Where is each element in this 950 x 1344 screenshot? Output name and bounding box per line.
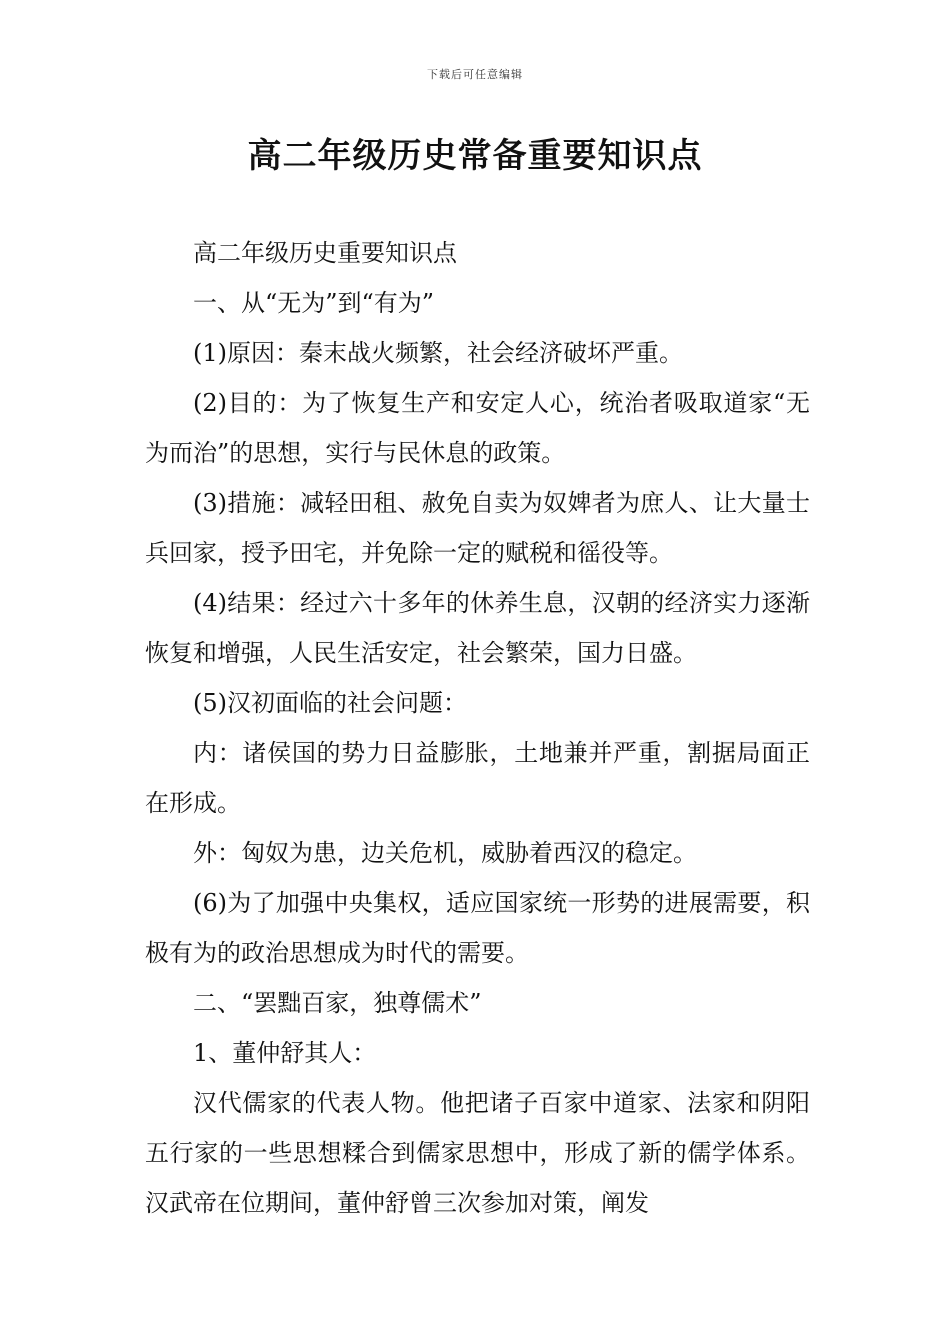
header-note: 下载后可任意编辑 xyxy=(427,68,523,81)
paragraph-subtitle: 高二年级历史重要知识点 xyxy=(193,239,457,267)
paragraph-result: (4)结果：经过六十多年的休养生息，汉朝的经济实力逐渐恢复和增强，人民生活安定，社会繁荣，国力日盛。 xyxy=(145,589,810,667)
paragraph-cause: (1)原因：秦末战火频繁，社会经济破坏严重。 xyxy=(193,339,683,367)
paragraph-dong-body: 汉代儒家的代表人物。他把诸子百家中道家、法家和阴阳五行家的一些思想糅合到儒家思想中，形成了新的儒学体系。汉武帝在位期间，董仲舒曾三次参加对策，阐发 xyxy=(145,1089,810,1217)
paragraph-purpose: (2)目的：为了恢复生产和安定人心，统治者吸取道家“无为而治”的思想，实行与民休息的政策。 xyxy=(145,389,810,467)
paragraph-centralization: (6)为了加强中央集权，适应国家统一形势的进展需要，积极有为的政治思想成为时代的需要。 xyxy=(145,889,810,967)
document-title: 高二年级历史常备重要知识点 xyxy=(247,136,703,176)
paragraph-external: 外：匈奴为患，边关危机，威胁着西汉的稳定。 xyxy=(193,839,697,867)
paragraph-section-heading-2: 二、“罢黜百家，独尊儒术” xyxy=(193,989,482,1017)
paragraph-measures: (3)措施：减轻田租、赦免自卖为奴婢者为庶人、让大量士兵回家，授予田宅，并免除一定的赋税和徭役等。 xyxy=(145,489,810,567)
paragraph-section-heading: 一、从“无为”到“有为” xyxy=(193,289,435,317)
document-body xyxy=(145,228,810,1228)
paragraph-dong-heading: 1、董仲舒其人： xyxy=(193,1039,377,1067)
paragraph-internal: 内：诸侯国的势力日益膨胀，土地兼并严重，割据局面正在形成。 xyxy=(145,739,810,817)
paragraph-problems: (5)汉初面临的社会问题： xyxy=(193,689,467,717)
